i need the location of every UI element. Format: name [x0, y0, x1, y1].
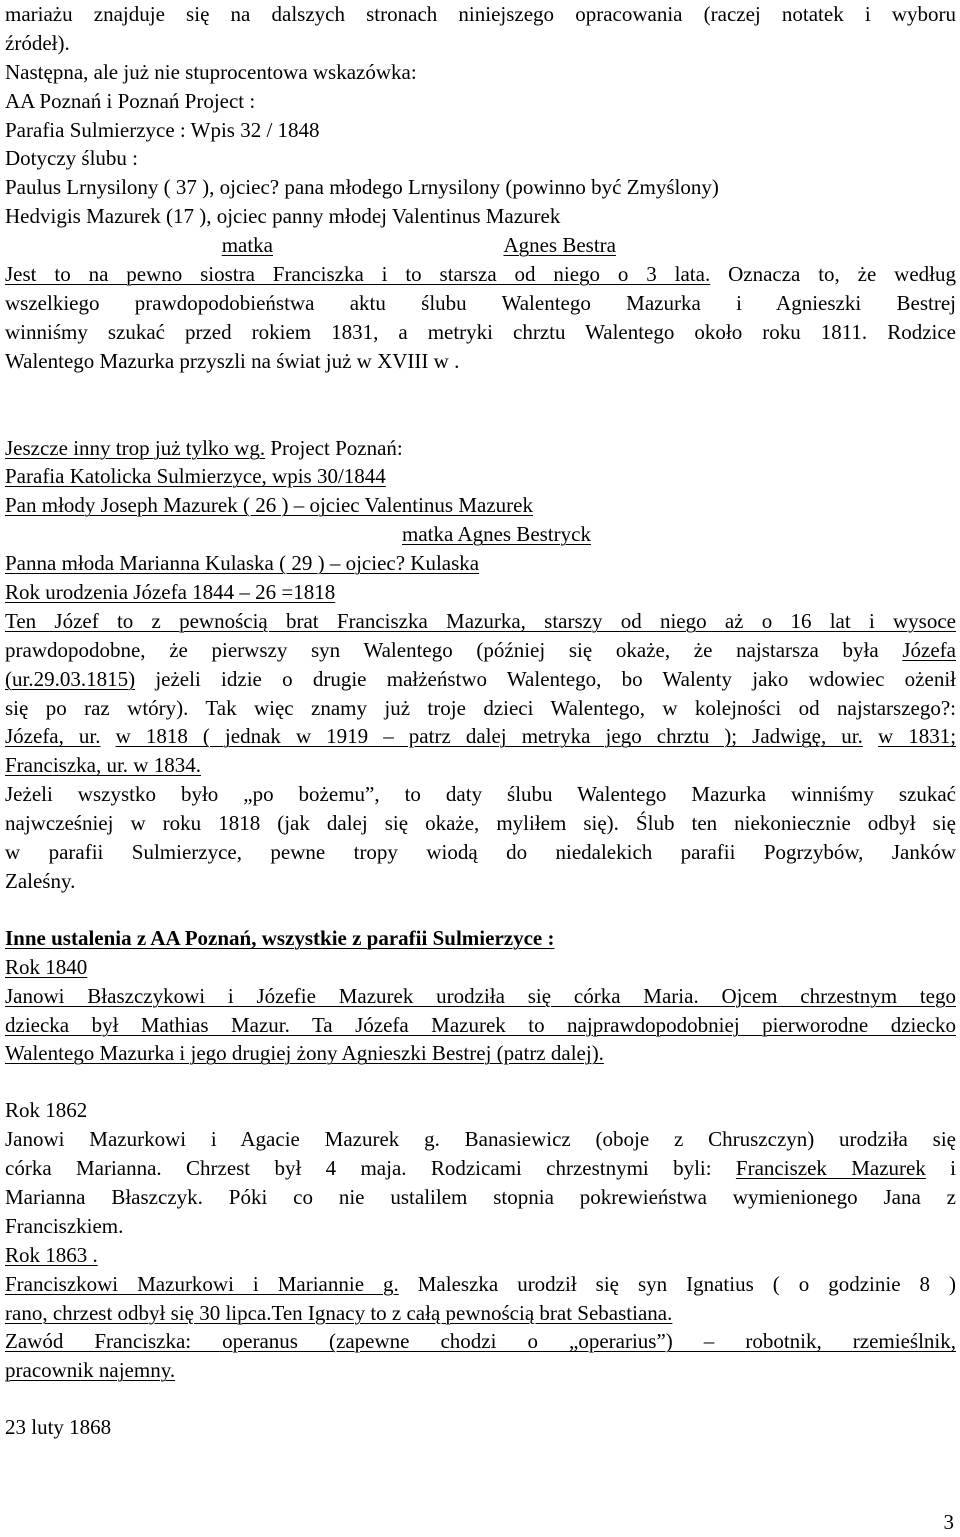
text-run: Walentego Mazurka przyszli na świat już w XVIII w . [5, 348, 460, 373]
text-run: AA Poznań i Poznań Project : [5, 88, 256, 113]
text-line [5, 1413, 956, 1442]
text-line [5, 347, 956, 376]
page-number: 3 [943, 1510, 954, 1534]
text-run: Franciszkiem. [5, 1213, 124, 1238]
text-run: Dotyczy ślubu : [5, 146, 138, 171]
text-line [5, 694, 956, 723]
underlined-text: Zawód Franciszka: operanus (zapewne chodzi o „operarius”) – robotnik, rzemieślnik, [5, 1329, 956, 1354]
underlined-text: Walentego Mazurka i jego drugiej żony Agnieszki Bestrej (patrz dalej). [5, 1041, 604, 1066]
text-line [5, 462, 956, 491]
text-line [5, 1011, 956, 1040]
text-run: winniśmy szukać przed rokiem 1831, a metryki chrztu Walentego około roku 1811. Rodzice [5, 319, 956, 344]
text-run: i [925, 1156, 957, 1181]
text-line [5, 1270, 956, 1299]
text-run: Parafia Sulmierzyce : Wpis 32 / 1848 [5, 117, 320, 142]
underlined-text: matka Agnes Bestryck [402, 522, 591, 547]
paragraph-gap [5, 376, 956, 405]
text-run: córka Marianna. Chrzest był 4 maja. Rodzicami chrzestnymi byli: [5, 1156, 712, 1181]
text-line [5, 1039, 956, 1068]
text-run: Oznacza to, że według [710, 262, 956, 287]
text-line [5, 434, 956, 463]
text-line [5, 1096, 956, 1125]
text-line [5, 231, 956, 260]
text-line [5, 780, 956, 809]
text-run: 23 luty 1868 [5, 1415, 112, 1440]
text-line [5, 260, 956, 289]
text-run: Zaleśny. [5, 868, 76, 893]
underlined-text: Rok 1840 [5, 954, 88, 979]
underlined-text: Józefa, ur. [5, 724, 101, 749]
underlined-text: dziecka był Mathias Mazur. [5, 1012, 290, 1037]
text-run: Paulus Lrnysilony ( 37 ), ojciec? pana młodego Lrnysilony (powinno być Zmyślony) [5, 175, 719, 200]
underlined-text: Jest to na pewno siostra Franciszka i to starsza od niego o 3 lata. [5, 262, 711, 287]
document-body [5, 0, 956, 1442]
underlined-text: Janowi Błaszczykowi i Józefie Mazurek urodziła się córka Maria. [5, 983, 699, 1008]
underlined-text: w 1818 ( jednak w 1919 – patrz dalej metryka jego chrztu ); Jadwigę, ur. [115, 724, 863, 749]
text-line [5, 491, 956, 520]
underlined-text: Panna młoda Marianna Kulaska ( 29 ) – ojciec? Kulaska [5, 551, 480, 576]
underlined-text: (ur.29.03.1815) [5, 666, 136, 691]
underlined-text: Ten Ignacy to z całą pewnością brat Sebastiana. [271, 1300, 673, 1325]
text-run: Jeżeli wszystko było „po bożemu”, to daty ślubu Walentego Mazurka winniśmy szukać [5, 782, 956, 807]
text-line [5, 751, 956, 780]
text-line [5, 867, 956, 896]
text-line [5, 289, 956, 318]
text-run: się po raz wtóry). Tak więc znamy już troje dzieci Walentego, w kolejności od najstarszego?: [5, 695, 956, 720]
underlined-text: Pan młody Joseph Mazurek ( 26 ) – ojciec Valentinus Mazurek [5, 493, 533, 518]
underlined-text: Franciszek Mazurek [735, 1156, 926, 1181]
text-run: Hedvigis Mazurek (17 ), ojciec panny młodej Valentinus Mazurek [5, 204, 561, 229]
text-run: prawdopodobne, że pierwszy syn Walentego (później się okaże, że najstarsza była [5, 637, 879, 662]
text-line [5, 578, 956, 607]
text-run: jeżeli idzie o drugie małżeństwo Walentego, bo Walenty jako wdowiec ożenił [135, 666, 956, 691]
text-line [5, 202, 956, 231]
underlined-text: Ten Józef to z pewnością brat Franciszka Mazurka, starszy od niego aż o 16 lat i wysoce [5, 608, 956, 633]
text-line [5, 1327, 956, 1356]
text-line [5, 58, 956, 87]
text-run: w parafii Sulmierzyce, pewne tropy wiodą do niedalekich parafii Pogrzybów, Janków [5, 840, 956, 865]
text-line [5, 144, 956, 173]
paragraph-gap [5, 1385, 956, 1413]
underlined-text: Rok 1863 . [5, 1242, 98, 1267]
underlined-text: Józefa [902, 637, 956, 662]
paragraph-gap [5, 896, 956, 924]
text-run [5, 231, 273, 260]
text-line [5, 87, 956, 116]
text-line [5, 1241, 956, 1270]
text-run: Project Poznań: [265, 435, 403, 460]
text-run: Następna, ale już nie stuprocentowa wskazówka: [5, 59, 417, 84]
text-line [5, 1183, 956, 1212]
underlined-text: Ta Józefa Mazurek to najprawdopodobniej pierworodne dziecko [289, 1012, 956, 1037]
underlined-text: Franciszka, ur. w 1834. [5, 753, 201, 778]
text-line [5, 116, 956, 145]
text-run: źródeł). [5, 30, 70, 55]
text-run: wszelkiego prawdopodobieństwa aktu ślubu Walentego Mazurka i Agnieszki Bestrej [5, 290, 956, 315]
text-run: najwcześniej w roku 1818 (jak dalej się okaże, myliłem się). Ślub ten niekoniecznie odbył się [5, 811, 956, 836]
section-heading: Inne ustalenia z AA Poznań, wszystkie z parafii Sulmierzyce : [5, 925, 555, 950]
text-line [5, 722, 956, 751]
underlined-text: rano, chrzest odbył się 30 lipca. [5, 1300, 272, 1325]
text-line [5, 636, 956, 665]
text-run: Agnes Bestra [503, 233, 616, 258]
underlined-text: Ojcem chrzestnym tego [698, 983, 957, 1008]
text-line [5, 809, 956, 838]
text-line [5, 29, 956, 58]
text-line [5, 607, 956, 636]
text-run: Maleszka urodził się syn Ignatius ( o godzinie 8 ) [398, 1271, 956, 1296]
text-run [273, 231, 616, 260]
text-line [5, 0, 956, 29]
text-line [5, 1299, 956, 1328]
text-line [5, 924, 956, 953]
text-line [5, 173, 956, 202]
underlined-text: Franciszkowi Mazurkowi i Mariannie g. [5, 1271, 399, 1296]
underlined-text: w 1831; [877, 724, 957, 749]
text-run: Rok 1862 [5, 1098, 88, 1123]
text-line [5, 549, 956, 578]
text-line [5, 838, 956, 867]
text-run: Marianna Błaszczyk. Póki co nie ustalilem stopnia pokrewieństwa wymienionego Jana z [5, 1184, 956, 1209]
underlined-text: pracownik najemny. [5, 1358, 176, 1383]
paragraph-gap [5, 405, 956, 434]
text-line [5, 520, 956, 549]
text-line [5, 1356, 956, 1385]
text-line [5, 1125, 956, 1154]
underlined-text: Jeszcze inny trop już tylko wg. [5, 435, 266, 460]
text-line [5, 1154, 956, 1183]
text-run: mariażu znajduje się na dalszych stronach niniejszego opracowania (raczej notatek i wyboru [5, 2, 956, 26]
text-line [5, 982, 956, 1011]
paragraph-gap [5, 1068, 956, 1096]
text-line [5, 1212, 956, 1241]
underlined-text: Parafia Katolicka Sulmierzyce, wpis 30/1844 [5, 464, 386, 489]
text-run: matka [221, 233, 273, 258]
text-run: Janowi Mazurkowi i Agacie Mazurek g. Banasiewicz (oboje z Chruszczyn) urodziła się [5, 1127, 956, 1152]
text-line [5, 953, 956, 982]
text-line [5, 665, 956, 694]
text-line [5, 318, 956, 347]
underlined-text: Rok urodzenia Józefa 1844 – 26 =1818 [5, 580, 336, 605]
